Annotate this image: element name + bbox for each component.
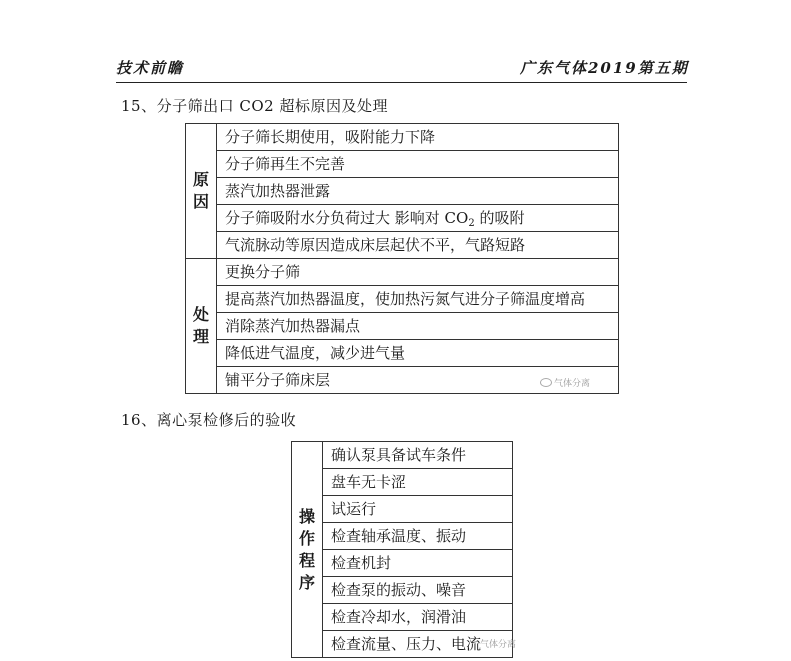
table-cell: 分子筛吸附水分负荷过大 影响对 $CO_2$ 的吸附 — [217, 205, 619, 232]
watermark: 气体分离 — [540, 376, 590, 389]
table-cell: 分子筛再生不完善 — [217, 151, 619, 178]
table-cell: 检查机封 — [323, 550, 513, 577]
table-cell: 盘车无卡涩 — [323, 469, 513, 496]
wechat-icon — [540, 378, 552, 387]
table-cell: 确认泵具备试车条件 — [323, 442, 513, 469]
table-row — [186, 232, 619, 259]
table-row — [292, 604, 513, 631]
table-cell: 气流脉动等原因造成床层起伏不平，气路短路 — [217, 232, 619, 259]
table-row — [186, 286, 619, 313]
table-cell: 降低进气温度，减少进气量 — [217, 340, 619, 367]
watermark: 气体分离 — [480, 640, 517, 650]
table-cell: 消除蒸汽加热器漏点 — [217, 313, 619, 340]
header-left-title: 技术前瞻 — [116, 59, 185, 77]
table-row — [186, 151, 619, 178]
table-row — [292, 523, 513, 550]
table-cell: 更换分子筛 — [217, 259, 619, 286]
table-cell: 试运行 — [323, 496, 513, 523]
table-row — [292, 577, 513, 604]
section-16-title: 16、离心泵检修后的验收 — [121, 411, 297, 429]
pump-acceptance-table — [291, 441, 513, 658]
table-row — [292, 469, 513, 496]
table-cell: 检查流量、压力、电流 — [323, 631, 513, 658]
table-cell: 铺平分子筛床层 — [217, 367, 619, 394]
category-procedure: 操 作 程 序 — [292, 442, 323, 658]
table-cell: 检查轴承温度、振动 — [323, 523, 513, 550]
table-row — [186, 340, 619, 367]
header-right-title: 广东气体2019第五期 — [520, 59, 689, 77]
section-15-title: 15、分子筛出口 CO2 超标原因及处理 — [121, 97, 388, 115]
table-row — [292, 442, 513, 469]
table-row — [186, 124, 619, 151]
header-divider — [116, 82, 687, 83]
table-cell: 分子筛长期使用，吸附能力下降 — [217, 124, 619, 151]
table-row — [186, 178, 619, 205]
table-row — [186, 259, 619, 286]
category-treatment: 处 理 — [186, 259, 217, 394]
table-cell: 提高蒸汽加热器温度，使加热污氮气进分子筛温度增高 — [217, 286, 619, 313]
table-row — [292, 550, 513, 577]
co2-table — [185, 123, 619, 394]
table-row — [186, 313, 619, 340]
table-cell: 检查泵的振动、噪音 — [323, 577, 513, 604]
table-row — [186, 205, 619, 232]
table-cell: 检查冷却水，润滑油 — [323, 604, 513, 631]
table-row — [292, 496, 513, 523]
category-cause: 原 因 — [186, 124, 217, 259]
table-cell: 蒸汽加热器泄露 — [217, 178, 619, 205]
